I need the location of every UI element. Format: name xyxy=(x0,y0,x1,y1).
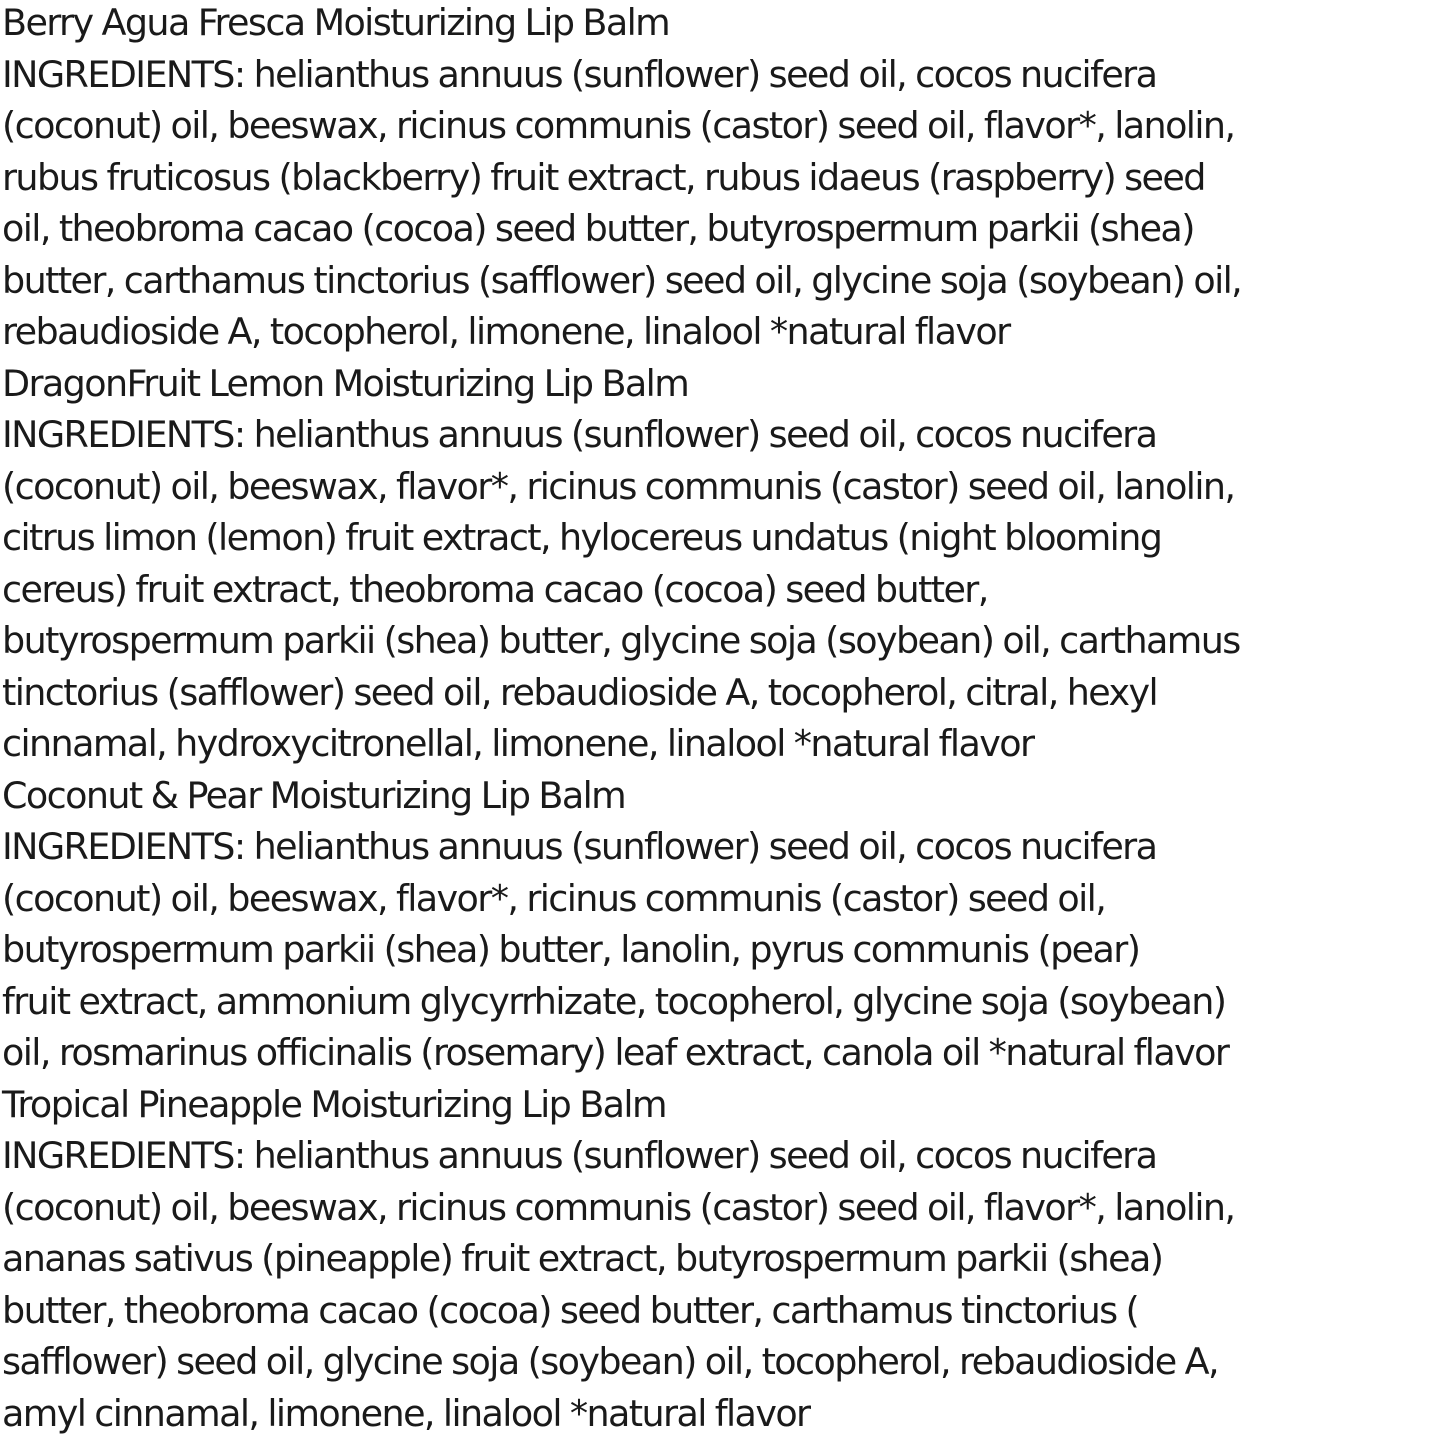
product-tropical-pineapple xyxy=(2,1079,1442,1440)
ingredients-line: rebaudioside A, tocopherol, limonene, linalool *natural flavor xyxy=(2,310,1010,353)
product-title: Tropical Pineapple Moisturizing Lip Balm xyxy=(2,1082,666,1126)
ingredients-line: INGREDIENTS: helianthus annuus (sunflower) seed oil, cocos nucifera xyxy=(2,825,1157,868)
ingredients-line: butyrospermum parkii (shea) butter, glycine soja (soybean) oil, carthamus xyxy=(2,619,1240,662)
ingredients-line: butter, carthamus tinctorius (safflower) seed oil, glycine soja (soybean) oil, xyxy=(2,258,1242,302)
ingredients-line: safflower) seed oil, glycine soja (soybean) oil, tocopherol, rebaudioside A, xyxy=(2,1340,1218,1383)
product-title: DragonFruit Lemon Moisturizing Lip Balm xyxy=(2,361,689,405)
product-dragonfruit-lemon xyxy=(2,358,1442,770)
ingredients-line: ananas sativus (pineapple) fruit extract, butyrospermum parkii (shea) xyxy=(2,1237,1163,1280)
ingredients-line: INGREDIENTS: helianthus annuus (sunflower) seed oil, cocos nucifera xyxy=(2,413,1157,456)
ingredients-line: oil, rosmarinus officinalis (rosemary) leaf extract, canola oil *natural flavor xyxy=(2,1031,1229,1074)
product-title: Berry Agua Fresca Moisturizing Lip Balm xyxy=(2,1,670,44)
ingredients-line: (coconut) oil, beeswax, flavor*, ricinus communis (castor) seed oil, lanolin, xyxy=(2,464,1235,508)
ingredients-line: oil, theobroma cacao (cocoa) seed butter, butyrospermum parkii (shea) xyxy=(2,207,1194,250)
product-title: Coconut & Pear Moisturizing Lip Balm xyxy=(2,773,626,817)
ingredients-line: rubus fruticosus (blackberry) fruit extract, rubus idaeus (raspberry) seed xyxy=(2,155,1205,199)
ingredients-line: (coconut) oil, beeswax, ricinus communis (castor) seed oil, flavor*, lanolin, xyxy=(2,1185,1235,1229)
product-coconut-pear xyxy=(2,770,1442,1079)
ingredients-line: tinctorius (safflower) seed oil, rebaudioside A, tocopherol, citral, hexyl xyxy=(2,670,1158,714)
ingredients-line: (coconut) oil, beeswax, flavor*, ricinus communis (castor) seed oil, xyxy=(2,876,1106,920)
ingredients-line: butter, theobroma cacao (cocoa) seed butter, carthamus tinctorius ( xyxy=(2,1288,1139,1332)
ingredients-line: butyrospermum parkii (shea) butter, lanolin, pyrus communis (pear) xyxy=(2,928,1140,971)
ingredients-line: citrus limon (lemon) fruit extract, hylocereus undatus (night blooming xyxy=(2,516,1162,559)
ingredients-line: INGREDIENTS: helianthus annuus (sunflower) seed oil, cocos nucifera xyxy=(2,1134,1157,1177)
ingredients-line: fruit extract, ammonium glycyrrhizate, tocopherol, glycine soja (soybean) xyxy=(2,979,1226,1023)
ingredients-line: cereus) fruit extract, theobroma cacao (cocoa) seed butter, xyxy=(2,567,988,611)
ingredients-line: INGREDIENTS: helianthus annuus (sunflower) seed oil, cocos nucifera xyxy=(2,52,1157,96)
ingredients-line: amyl cinnamal, limonene, linalool *natural flavor xyxy=(2,1391,810,1435)
product-berry-agua-fresca xyxy=(2,0,1442,358)
ingredients-line: cinnamal, hydroxycitronellal, limonene, linalool *natural flavor xyxy=(2,722,1034,765)
ingredients-document xyxy=(2,0,1442,1439)
ingredients-line: (coconut) oil, beeswax, ricinus communis (castor) seed oil, flavor*, lanolin, xyxy=(2,104,1235,147)
